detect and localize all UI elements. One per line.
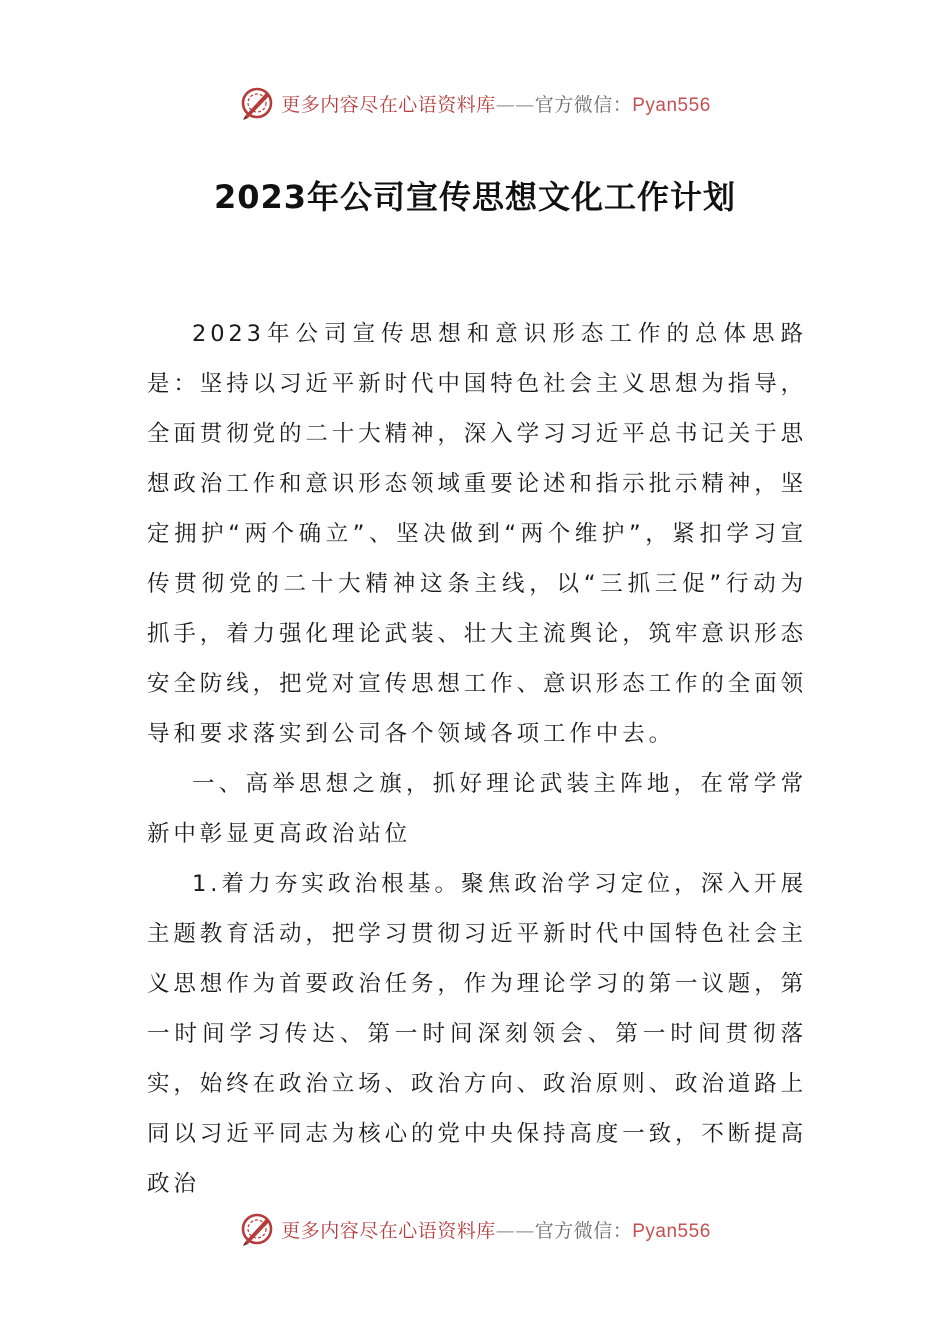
watermark-dash: —— [495, 93, 535, 116]
watermark-label: 官方微信： [534, 1219, 633, 1242]
header-watermark-banner [0, 83, 950, 123]
watermark-text [281, 1216, 711, 1243]
watermark-label: 官方微信： [534, 93, 633, 116]
footer-watermark-banner [0, 1209, 950, 1249]
watermark-handle: Pyan556 [632, 1220, 711, 1242]
watermark-handle: Pyan556 [632, 94, 711, 116]
watermark-brand: 更多内容尽在心语资料库 [281, 1219, 496, 1242]
document-body [147, 309, 807, 1209]
watermark-dash: —— [495, 1219, 535, 1242]
document-title: 2023年公司宣传思想文化工作计划 [213, 178, 737, 216]
watermark-text [281, 90, 711, 117]
paragraph-item-one: 1.着力夯实政治根基。聚焦政治学习定位，深入开展主题教育活动，把学习贯彻习近平新时代中国特色社会主义思想作为首要政治任务，作为理论学习的第一议题，第一时间学习传达、第一时间深刻领会、第一时间贯彻落实，始终在政治立场、政治方向、政治原则、政治道路上同以习近平同志为核心的党中央保持高度一致，不断提高政治 [147, 871, 808, 1197]
paragraph-overview: 2023年公司宣传思想和意识形态工作的总体思路是：坚持以习近平新时代中国特色社会主义思想为指导，全面贯彻党的二十大精神，深入学习习近平总书记关于思想政治工作和意识形态领域重要论述和指示批示精神，坚定拥护“两个确立”、坚决做到“两个维护”，紧扣学习宣传贯彻党的二十大精神这条主线，以“三抓三促”行动为抓手，着力强化理论武装、壮大主流舆论，筑牢意识形态安全防线，把党对宣传思想工作、意识形态工作的全面领导和要求落实到公司各个领域各项工作中去。 [147, 321, 808, 747]
section-heading-one: 一、高举思想之旗，抓好理论武装主阵地，在常学常新中彰显更高政治站位 [147, 771, 807, 847]
pen-logo-icon [239, 1211, 275, 1247]
pen-logo-icon [239, 85, 275, 121]
watermark-brand: 更多内容尽在心语资料库 [281, 93, 496, 116]
